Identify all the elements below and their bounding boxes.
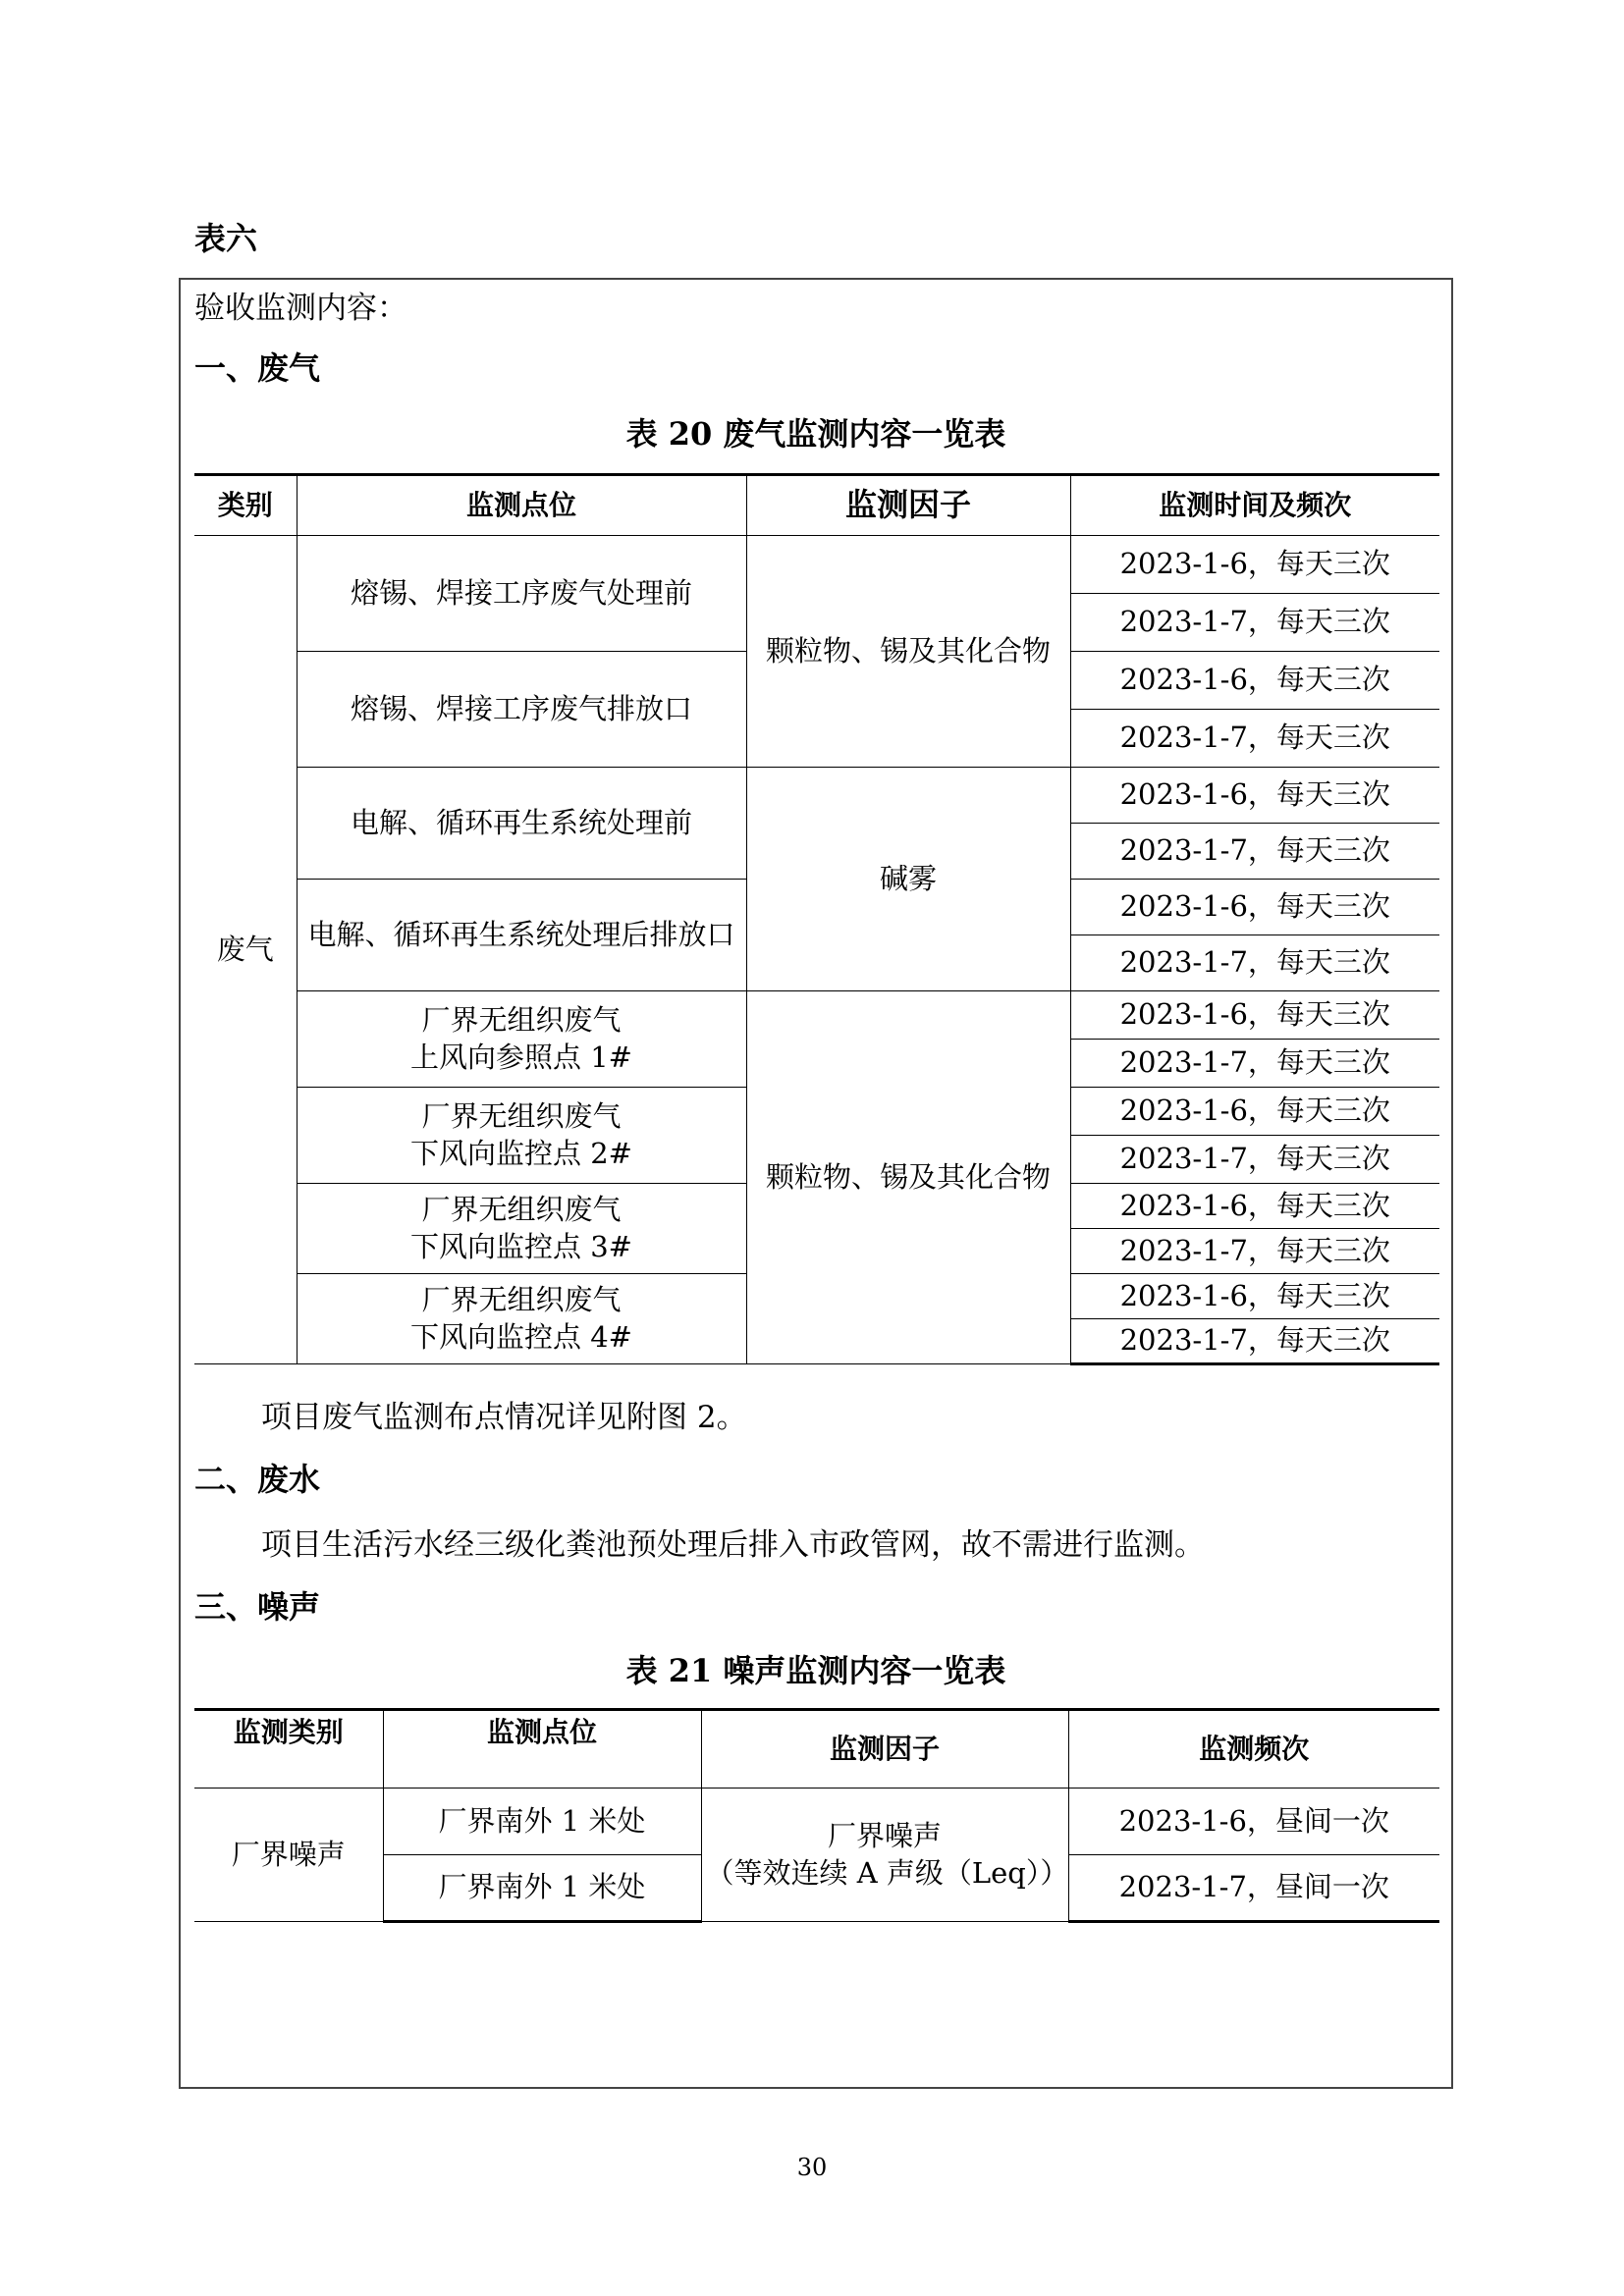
header-frequency: 监测频次 [1068,1710,1439,1789]
time-cell: 2023-1-7，每天三次 [1070,1136,1439,1184]
time-cell: 2023-1-7，每天三次 [1070,1319,1439,1364]
point-cell: 熔锡、焊接工序废气处理前 [297,536,746,652]
page-number: 30 [796,2154,828,2181]
time-cell: 2023-1-6，每天三次 [1070,1088,1439,1136]
factor-cell: 颗粒物、锡及其化合物 [746,536,1070,768]
heading-noise: 三、噪声 [194,1588,321,1626]
time-cell: 2023-1-7，每天三次 [1070,594,1439,652]
time-cell: 2023-1-6，每天三次 [1070,652,1439,710]
time-cell: 2023-1-6，每天三次 [1070,880,1439,935]
time-cell: 2023-1-6，每天三次 [1070,991,1439,1040]
time-cell: 2023-1-7，昼间一次 [1068,1855,1439,1922]
time-cell: 2023-1-6，每天三次 [1070,1184,1439,1229]
header-category: 监测类别 [194,1710,383,1789]
point-cell: 厂界无组织废气 下风向监控点 2# [297,1088,746,1184]
factor-cell: 厂界噪声 （等效连续 A 声级（Leq）） [701,1789,1068,1922]
time-cell: 2023-1-7，每天三次 [1070,935,1439,991]
time-cell: 2023-1-6，昼间一次 [1068,1789,1439,1855]
note-exhaust-layout: 项目废气监测布点情况详见附图 2。 [261,1400,747,1435]
point-cell: 厂界南外 1 米处 [383,1855,701,1922]
time-cell: 2023-1-6，每天三次 [1070,536,1439,594]
factor-cell: 碱雾 [746,768,1070,991]
header-category: 类别 [194,475,297,536]
time-cell: 2023-1-6，每天三次 [1070,1274,1439,1319]
point-cell: 电解、循环再生系统处理后排放口 [297,880,746,991]
point-cell: 熔锡、焊接工序废气排放口 [297,652,746,768]
time-cell: 2023-1-7，每天三次 [1070,1229,1439,1274]
point-cell: 厂界南外 1 米处 [383,1789,701,1855]
header-factor: 监测因子 [701,1710,1068,1789]
header-point: 监测点位 [297,475,746,536]
section-label: 表六 [194,220,258,257]
heading-wastewater: 二、废水 [194,1461,321,1498]
category-cell: 废气 [194,536,297,1364]
time-cell: 2023-1-7，每天三次 [1070,824,1439,880]
time-cell: 2023-1-6，每天三次 [1070,768,1439,824]
header-factor: 监测因子 [746,475,1070,536]
noise-monitoring-table [194,1708,1439,1923]
time-cell: 2023-1-7，每天三次 [1070,1040,1439,1088]
intro-text: 验收监测内容： [194,291,407,326]
category-cell: 厂界噪声 [194,1789,383,1922]
heading-exhaust-gas: 一、废气 [194,349,321,387]
point-cell: 厂界无组织废气 下风向监控点 3# [297,1184,746,1274]
header-point: 监测点位 [383,1710,701,1789]
point-cell: 厂界无组织废气 上风向参照点 1# [297,991,746,1088]
note-wastewater: 项目生活污水经三级化粪池预处理后排入市政管网，故不需进行监测。 [261,1527,1205,1563]
header-time: 监测时间及频次 [1070,475,1439,536]
table20-caption: 表 20 废气监测内容一览表 [625,415,1006,453]
point-cell: 厂界无组织废气 下风向监控点 4# [297,1274,746,1364]
point-cell: 电解、循环再生系统处理前 [297,768,746,880]
time-cell: 2023-1-7，每天三次 [1070,710,1439,768]
table21-caption: 表 21 噪声监测内容一览表 [625,1652,1006,1689]
exhaust-monitoring-table [194,473,1439,1365]
factor-cell: 颗粒物、锡及其化合物 [746,991,1070,1364]
